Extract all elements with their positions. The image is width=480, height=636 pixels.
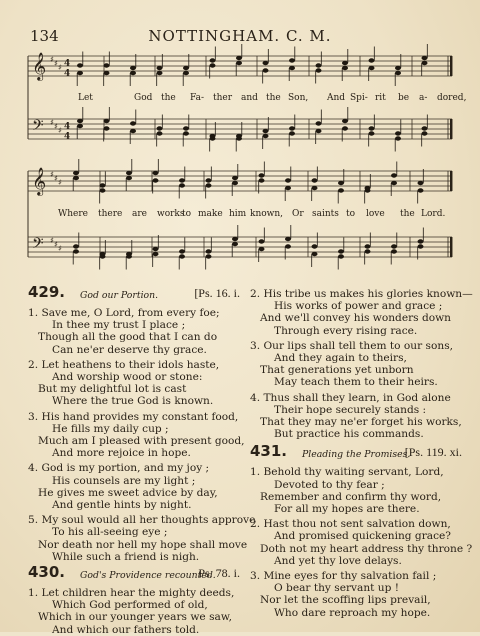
verse-line: 3. Our lips shall tell them to our sons, <box>250 339 454 352</box>
verse-line: Which in our younger years we saw, <box>38 611 232 624</box>
note-head <box>259 247 265 251</box>
time-signature: 4 <box>64 69 71 79</box>
note-head <box>73 171 79 175</box>
verse-line: And which our fathers told. <box>52 623 200 636</box>
sharp-sign: ♯ <box>50 118 54 127</box>
hymn-number: 431. <box>250 442 288 461</box>
note-head <box>157 71 163 75</box>
verse-line: 1. Save me, O Lord, from every foe; <box>28 307 220 319</box>
verse <box>28 410 245 460</box>
note-head <box>100 183 106 187</box>
note-head <box>289 58 295 62</box>
verse <box>250 518 473 567</box>
note-head <box>422 61 428 65</box>
note-head <box>153 171 159 175</box>
note-head <box>365 249 371 253</box>
verse-line: Much am I pleased with present good, <box>38 435 245 448</box>
note-head <box>100 254 106 258</box>
note-head <box>179 254 185 258</box>
note-head <box>130 71 136 75</box>
lyric-syllable: the <box>400 209 415 219</box>
verse <box>250 392 462 441</box>
verse <box>28 514 256 563</box>
verse-line: That generations yet unborn <box>260 364 414 377</box>
psalm-reference: [Ps. 119. xi. <box>404 445 462 460</box>
note-head <box>206 249 212 253</box>
note-head <box>285 186 291 190</box>
verse-line: To his all-seeing eye ; <box>52 526 168 539</box>
verse-line: And we'll convey his wonders down <box>260 312 452 325</box>
note-head <box>183 66 189 70</box>
note-head <box>418 181 424 185</box>
lyric-syllable: And <box>327 93 346 103</box>
note-head <box>316 63 322 67</box>
verse <box>28 462 240 511</box>
note-head <box>77 63 83 67</box>
time-signature: 4 <box>64 132 71 142</box>
note-head <box>73 249 79 253</box>
note-head <box>263 68 269 72</box>
treble-clef: 𝄞 <box>32 52 47 80</box>
verse-line: While such a friend is nigh. <box>52 550 200 563</box>
note-head <box>369 126 375 130</box>
note-head <box>263 61 269 65</box>
verse-line: And yet thy love delays. <box>274 554 402 567</box>
note-head <box>206 254 212 258</box>
note-head <box>312 178 318 182</box>
sheet-music <box>0 0 480 280</box>
verse-line: And they again to theirs, <box>274 352 407 365</box>
note-head <box>422 131 428 135</box>
verse-line: Which God performed of old, <box>52 599 208 612</box>
note-head <box>312 244 318 248</box>
note-head <box>153 178 159 182</box>
verse-line: For all my hopes are there. <box>274 503 420 516</box>
note-head <box>369 66 375 70</box>
lyric-syllable: love <box>366 209 385 219</box>
note-head <box>236 56 242 60</box>
note-head <box>391 249 397 253</box>
note-head <box>77 71 83 75</box>
verse <box>250 466 462 515</box>
note-head <box>179 178 185 182</box>
verse-line: O bear thy servant up ! <box>274 582 400 595</box>
note-head <box>263 129 269 133</box>
verse-line: In thee my trust I place ; <box>52 319 186 332</box>
verse <box>250 288 473 337</box>
hymn-heading <box>28 563 240 584</box>
note-head <box>285 237 291 241</box>
verse-line: And more rejoice in hope. <box>52 447 191 460</box>
note-head <box>422 56 428 60</box>
verse-line: Nor let the scoffing lips prevail, <box>260 594 431 607</box>
left-column <box>28 283 256 636</box>
bass-clef: 𝄢 <box>32 235 44 256</box>
note-head <box>369 131 375 135</box>
verse-line: 1. Behold thy waiting servant, Lord, <box>250 466 444 479</box>
psalm-reference: Ps. 78. i. <box>198 566 240 581</box>
lyric-syllable: Spi- <box>350 93 368 103</box>
verse-line: May teach them to their heirs. <box>274 376 438 389</box>
bass-clef: 𝄢 <box>32 117 44 138</box>
note-head <box>126 176 132 180</box>
verse-line: And worship wood or stone: <box>52 371 203 384</box>
page-number: 134 <box>30 27 59 45</box>
note-head <box>395 131 401 135</box>
verse-line: Nor death nor hell my hope shall move <box>38 538 248 551</box>
note-head <box>183 71 189 75</box>
note-head <box>422 126 428 130</box>
verse-line: Who dare reproach my hope. <box>274 606 431 619</box>
note-head <box>342 61 348 65</box>
lyric-syllable: Fa- <box>190 93 205 103</box>
note-head <box>338 254 344 258</box>
verse-line: He fills my daily cup ; <box>52 422 169 435</box>
note-head <box>391 244 397 248</box>
note-head <box>263 134 269 138</box>
verse-line: He gives me sweet advice by day, <box>38 486 218 499</box>
note-head <box>183 131 189 135</box>
note-head <box>395 66 401 70</box>
note-head <box>312 252 318 256</box>
verse-line: Devoted to thy fear ; <box>274 478 385 491</box>
psalm-reference: [Ps. 16. i. <box>194 286 240 300</box>
note-head <box>232 242 238 246</box>
verse-line: And promised quickening grace? <box>274 530 451 543</box>
note-head <box>391 173 397 177</box>
verse <box>28 359 240 408</box>
note-head <box>210 58 216 62</box>
note-head <box>395 136 401 140</box>
lyric-syllable: and <box>241 93 258 103</box>
verse-line: That they may ne'er forget his works, <box>260 416 462 429</box>
hymn-number: 430. <box>28 563 66 582</box>
note-head <box>179 249 185 253</box>
note-head <box>236 136 242 140</box>
note-head <box>104 63 110 67</box>
lyric-syllable: be <box>398 93 410 103</box>
lyric-syllable: ther <box>213 93 233 103</box>
note-head <box>232 237 238 241</box>
note-head <box>126 171 132 175</box>
note-head <box>210 63 216 67</box>
hymn-subtitle: God's Providence recounted. <box>80 570 216 582</box>
hymn-subtitle: Pleading the Promises. <box>302 449 411 461</box>
verse-line: Their hope securely stands : <box>274 403 427 416</box>
note-head <box>130 121 136 125</box>
hymn-heading <box>250 442 462 463</box>
verse-line: 5. My soul would all her thoughts approve <box>28 514 256 527</box>
lyric-syllable: make <box>198 209 223 219</box>
note-head <box>289 66 295 70</box>
lyric-syllable: God <box>134 93 153 103</box>
sharp-sign: ♯ <box>50 170 54 179</box>
lyric-syllable: to <box>346 209 356 219</box>
note-head <box>104 71 110 75</box>
verse-line: But my delightful lot is cast <box>38 383 187 396</box>
note-head <box>316 68 322 72</box>
verse-line: Doth not my heart address thy throne ? <box>260 542 473 555</box>
lyric-syllable: Where <box>58 209 89 219</box>
lyric-syllable: Let <box>78 93 93 103</box>
verse-line: Through every rising race. <box>274 324 418 337</box>
note-head <box>73 244 79 248</box>
lyric-syllable: a- <box>419 93 428 103</box>
lyric-syllable: the <box>161 93 176 103</box>
verse <box>250 570 462 619</box>
lyric-syllable: are <box>132 209 147 219</box>
treble-clef: 𝄞 <box>32 167 47 195</box>
sharp-sign: ♯ <box>58 63 62 72</box>
note-head <box>338 249 344 253</box>
sharp-sign: ♯ <box>58 244 62 253</box>
verse-line: Remember and confirm thy word, <box>260 490 442 503</box>
verse-line: But practice his commands. <box>274 428 424 441</box>
sharp-sign: ♯ <box>50 55 54 64</box>
hymn-subtitle: God our Portion. <box>80 290 159 301</box>
verse <box>250 340 462 389</box>
note-head <box>316 129 322 133</box>
note-head <box>206 178 212 182</box>
note-head <box>259 173 265 177</box>
note-head <box>77 119 83 123</box>
lyric-syllable: there <box>98 209 123 219</box>
note-head <box>104 119 110 123</box>
note-head <box>418 239 424 243</box>
note-head <box>342 119 348 123</box>
sharp-sign: ♯ <box>54 59 58 68</box>
time-signature: 4 <box>64 122 71 132</box>
lyric-syllable: rit <box>375 93 386 103</box>
note-head <box>285 178 291 182</box>
note-head <box>316 121 322 125</box>
note-head <box>289 131 295 135</box>
note-head <box>289 126 295 130</box>
note-head <box>365 244 371 248</box>
note-head <box>338 181 344 185</box>
sharp-sign: ♯ <box>54 122 58 131</box>
note-head <box>232 181 238 185</box>
verse-line: Can ne'er deserve thy grace. <box>52 343 207 356</box>
note-head <box>369 58 375 62</box>
hymn-number: 429. <box>28 283 66 301</box>
note-head <box>418 188 424 192</box>
verse-line: 4. Thus shall they learn, in God alone <box>250 391 451 404</box>
note-head <box>104 126 110 130</box>
lyric-syllable: Lord. <box>421 209 446 219</box>
note-head <box>100 188 106 192</box>
verse-line: Though all the good that I can do <box>38 331 218 344</box>
lyric-syllable: the <box>266 93 281 103</box>
note-head <box>130 66 136 70</box>
time-signature: 4 <box>64 59 71 69</box>
right-column <box>250 285 473 619</box>
note-head <box>153 252 159 256</box>
note-head <box>126 254 132 258</box>
verse-line: 2. Hast thou not sent salvation down, <box>250 518 451 531</box>
lyric-syllable: dored, <box>437 93 467 103</box>
note-head <box>179 183 185 187</box>
hymn-heading <box>28 283 240 304</box>
verse-line: And gentle hints by night. <box>52 499 192 512</box>
lyric-syllable: Or <box>292 209 304 219</box>
verse-line: His works of power and grace ; <box>274 300 443 313</box>
note-head <box>157 131 163 135</box>
lyric-syllable: Son, <box>288 93 309 103</box>
note-head <box>259 178 265 182</box>
note-head <box>232 176 238 180</box>
note-head <box>157 66 163 70</box>
verse-line: 3. Mine eyes for thy salvation fail ; <box>250 570 437 583</box>
verse-line: His counsels are my light ; <box>52 474 196 487</box>
verse-line: 2. His tribe us makes his glories known— <box>250 288 473 300</box>
note-head <box>418 244 424 248</box>
note-head <box>365 188 371 192</box>
note-head <box>312 186 318 190</box>
verse-line: 3. His hand provides my constant food, <box>28 410 239 423</box>
note-head <box>73 176 79 180</box>
note-head <box>338 188 344 192</box>
note-head <box>236 61 242 65</box>
lyric-syllable: works <box>157 209 185 219</box>
verse <box>28 587 240 636</box>
sharp-sign: ♯ <box>54 240 58 249</box>
verse <box>28 307 240 356</box>
sharp-sign: ♯ <box>58 126 62 135</box>
verse-line: 1. Let children hear the mighty deeds, <box>28 587 235 600</box>
lyric-syllable: known, <box>250 209 284 219</box>
sharp-sign: ♯ <box>58 178 62 187</box>
note-head <box>391 181 397 185</box>
note-head <box>395 71 401 75</box>
lyric-syllable: saints <box>312 209 339 219</box>
sharp-sign: ♯ <box>50 236 54 245</box>
tune-title: NOTTINGHAM. C. M. <box>148 27 332 45</box>
verse-line: Where the true God is known. <box>52 395 214 408</box>
verse-line: 2. Let heathens to their idols haste, <box>28 358 220 371</box>
note-head <box>285 244 291 248</box>
note-head <box>157 126 163 130</box>
lyric-syllable: him <box>229 209 247 219</box>
note-head <box>130 129 136 133</box>
note-head <box>210 136 216 140</box>
note-head <box>183 126 189 130</box>
note-head <box>206 183 212 187</box>
note-head <box>342 126 348 130</box>
note-head <box>153 247 159 251</box>
note-head <box>342 66 348 70</box>
verse-line: 4. God is my portion, and my joy ; <box>28 462 210 475</box>
note-head <box>259 239 265 243</box>
sharp-sign: ♯ <box>54 174 58 183</box>
lyric-syllable: to <box>182 209 192 219</box>
note-head <box>77 124 83 128</box>
